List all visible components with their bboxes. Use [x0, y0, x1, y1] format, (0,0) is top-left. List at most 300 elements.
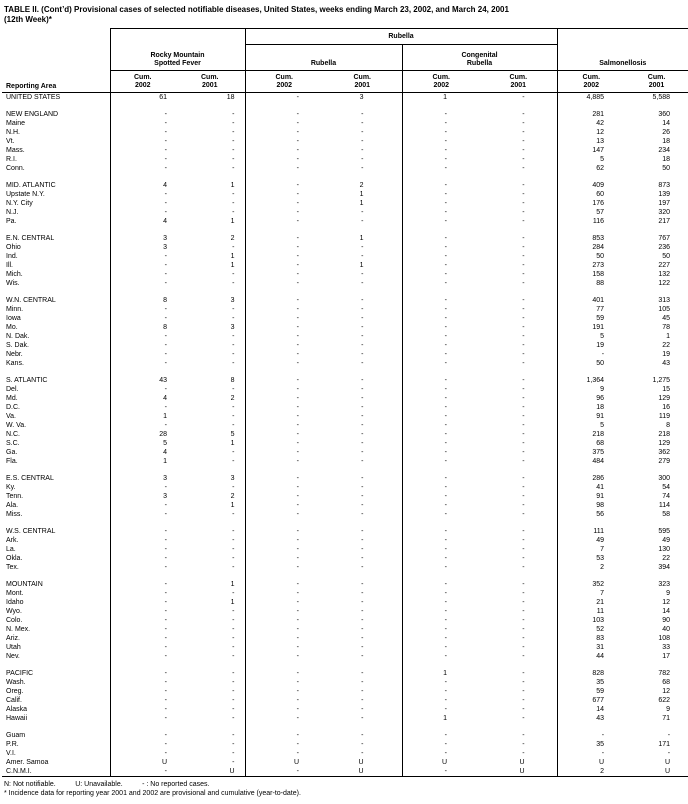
- value-cell: -: [245, 164, 323, 173]
- value-cell: -: [245, 119, 323, 128]
- value-cell: 11: [557, 607, 625, 616]
- value-cell: 43: [662, 360, 671, 367]
- value-cell: -: [402, 580, 480, 589]
- reporting-area-cell: MOUNTAIN: [6, 581, 43, 588]
- value-cell: -: [402, 652, 480, 661]
- table-row: [2, 305, 688, 314]
- value-cell: -: [402, 110, 480, 119]
- value-cell: -: [245, 146, 323, 155]
- value-cell: 1: [230, 218, 235, 225]
- value-cell: -: [361, 679, 364, 686]
- value-cell: -: [232, 617, 235, 624]
- value-cell: -: [110, 563, 175, 572]
- value-cell: -: [110, 616, 175, 625]
- reporting-area-cell: Miss.: [6, 511, 23, 518]
- table-row: [2, 137, 688, 146]
- value-cell: -: [402, 146, 480, 155]
- table-row: [2, 146, 688, 155]
- value-cell: 28: [110, 430, 175, 439]
- reporting-area-cell: Del.: [6, 386, 19, 393]
- value-cell: -: [232, 688, 235, 695]
- reporting-area-cell: N.J.: [6, 209, 19, 216]
- col-header-salmonellosis-2002: Cum. 2002: [557, 71, 625, 93]
- value-cell: 68: [662, 679, 671, 686]
- value-cell: -: [110, 359, 175, 368]
- value-cell: -: [110, 536, 175, 545]
- value-cell: -: [245, 580, 323, 589]
- value-cell: 19: [557, 341, 625, 350]
- value-cell: -: [361, 360, 364, 367]
- value-cell: 1: [230, 182, 235, 189]
- value-cell: -: [110, 598, 175, 607]
- value-cell: -: [245, 332, 323, 341]
- table-row: [2, 483, 688, 492]
- value-cell: -: [245, 190, 323, 199]
- value-cell: -: [232, 537, 235, 544]
- value-cell: -: [361, 324, 364, 331]
- section-gap: [2, 368, 688, 376]
- value-cell: -: [402, 598, 480, 607]
- value-cell: -: [361, 120, 364, 127]
- value-cell: 129: [658, 395, 671, 402]
- footnote-incidence: * Incidence data for reporting year 2001 and 2002 are provisional and cumulative (year-to-date).: [4, 790, 301, 797]
- value-cell: -: [522, 750, 525, 757]
- value-cell: -: [361, 377, 364, 384]
- value-cell: -: [232, 528, 235, 535]
- table-row: [2, 652, 688, 661]
- value-cell: 409: [557, 181, 625, 190]
- value-cell: 320: [658, 209, 671, 216]
- value-cell: -: [402, 341, 480, 350]
- table-title-line2: (12th Week)*: [4, 15, 52, 24]
- value-cell: -: [402, 634, 480, 643]
- table-row: [2, 341, 688, 350]
- reporting-area-cell: Idaho: [6, 599, 24, 606]
- value-cell: 394: [658, 564, 671, 571]
- value-cell: 119: [658, 413, 671, 420]
- reporting-area-header: Reporting Area: [2, 29, 110, 93]
- value-cell: -: [402, 607, 480, 616]
- table-row: [2, 190, 688, 199]
- table-row: [2, 270, 688, 279]
- value-cell: -: [110, 580, 175, 589]
- value-cell: 108: [658, 635, 671, 642]
- table-row: [2, 403, 688, 412]
- value-cell: -: [402, 376, 480, 385]
- value-cell: -: [245, 430, 323, 439]
- value-cell: -: [245, 341, 323, 350]
- reporting-area-cell: Iowa: [6, 315, 21, 322]
- value-cell: -: [245, 128, 323, 137]
- value-cell: -: [110, 483, 175, 492]
- value-cell: 116: [557, 217, 625, 226]
- reporting-area-cell: Maine: [6, 120, 26, 127]
- value-cell: -: [245, 731, 323, 740]
- value-cell: -: [361, 741, 364, 748]
- reporting-area-cell: S.C.: [6, 440, 20, 447]
- value-cell: -: [522, 306, 525, 313]
- value-cell: 1: [402, 669, 480, 678]
- value-cell: U: [519, 759, 525, 766]
- value-cell: -: [361, 218, 364, 225]
- table-row: [2, 457, 688, 466]
- value-cell: -: [522, 555, 525, 562]
- value-cell: -: [232, 129, 235, 136]
- value-cell: -: [522, 431, 525, 438]
- value-cell: -: [245, 110, 323, 119]
- section-gap: [2, 466, 688, 474]
- value-cell: -: [245, 261, 323, 270]
- value-cell: 1: [230, 581, 235, 588]
- value-cell: -: [361, 555, 364, 562]
- value-cell: -: [522, 165, 525, 172]
- value-cell: -: [361, 644, 364, 651]
- reporting-area-cell: Calif.: [6, 697, 22, 704]
- value-cell: 484: [557, 457, 625, 466]
- value-cell: 50: [557, 252, 625, 261]
- value-cell: -: [110, 705, 175, 714]
- value-cell: 33: [662, 644, 671, 651]
- value-cell: -: [402, 359, 480, 368]
- value-cell: -: [245, 385, 323, 394]
- value-cell: 217: [658, 218, 671, 225]
- value-cell: -: [522, 191, 525, 198]
- value-cell: -: [232, 679, 235, 686]
- value-cell: -: [245, 589, 323, 598]
- value-cell: 14: [662, 120, 671, 127]
- value-cell: -: [402, 421, 480, 430]
- value-cell: 9: [666, 590, 671, 597]
- value-cell: 8: [666, 422, 671, 429]
- value-cell: 234: [658, 147, 671, 154]
- table-row: [2, 279, 688, 288]
- value-cell: -: [402, 332, 480, 341]
- value-cell: 62: [557, 164, 625, 173]
- value-cell: -: [110, 421, 175, 430]
- value-cell: 5: [557, 421, 625, 430]
- value-cell: -: [232, 191, 235, 198]
- value-cell: -: [361, 422, 364, 429]
- value-cell: 4: [110, 217, 175, 226]
- value-cell: -: [110, 501, 175, 510]
- table-row: [2, 350, 688, 359]
- value-cell: -: [402, 217, 480, 226]
- value-cell: 9: [666, 706, 671, 713]
- table-row: [2, 394, 688, 403]
- value-cell: -: [522, 377, 525, 384]
- reporting-area-cell: E.S. CENTRAL: [6, 475, 54, 482]
- value-cell: -: [361, 315, 364, 322]
- value-cell: -: [361, 635, 364, 642]
- value-cell: -: [245, 234, 323, 243]
- value-cell: 176: [557, 199, 625, 208]
- value-cell: -: [245, 705, 323, 714]
- value-cell: -: [232, 458, 235, 465]
- value-cell: 3: [110, 492, 175, 501]
- value-cell: -: [245, 527, 323, 536]
- value-cell: -: [245, 687, 323, 696]
- value-cell: -: [245, 199, 323, 208]
- value-cell: -: [361, 395, 364, 402]
- value-cell: -: [522, 697, 525, 704]
- reporting-area-cell: Wyo.: [6, 608, 22, 615]
- value-cell: 21: [557, 598, 625, 607]
- table-title-line1: TABLE II. (Cont’d) Provisional cases of selected notifiable diseases, United States, weeks ending March 23, 2002, and March 24, 2001: [4, 5, 509, 14]
- table-row: [2, 296, 688, 305]
- value-cell: -: [522, 644, 525, 651]
- table-row: [2, 731, 688, 740]
- value-cell: 132: [658, 271, 671, 278]
- reporting-area-cell: Utah: [6, 644, 21, 651]
- section-gap: [2, 661, 688, 669]
- table-row: [2, 554, 688, 563]
- reporting-area-cell: PACIFIC: [6, 670, 34, 677]
- value-cell: -: [110, 740, 175, 749]
- value-cell: -: [402, 510, 480, 519]
- section-gap: [2, 102, 688, 110]
- value-cell: -: [361, 475, 364, 482]
- value-cell: U: [664, 759, 671, 766]
- value-cell: -: [245, 412, 323, 421]
- value-cell: -: [522, 493, 525, 500]
- value-cell: 171: [658, 741, 671, 748]
- value-cell: 19: [662, 351, 671, 358]
- value-cell: 782: [658, 670, 671, 677]
- value-cell: 2: [359, 182, 364, 189]
- section-gap: [2, 519, 688, 527]
- value-cell: 14: [557, 705, 625, 714]
- value-cell: -: [361, 590, 364, 597]
- value-cell: -: [110, 625, 175, 634]
- value-cell: 1,275: [652, 377, 671, 384]
- value-cell: 286: [557, 474, 625, 483]
- value-cell: -: [402, 439, 480, 448]
- value-cell: -: [232, 360, 235, 367]
- value-cell: -: [402, 323, 480, 332]
- value-cell: -: [232, 422, 235, 429]
- value-cell: -: [402, 740, 480, 749]
- value-cell: -: [245, 501, 323, 510]
- group-header-congenital-rubella: Congenital Rubella: [402, 45, 557, 71]
- table-row: [2, 696, 688, 705]
- value-cell: U: [402, 758, 480, 767]
- value-cell: 1: [230, 599, 235, 606]
- value-cell: -: [522, 617, 525, 624]
- section-gap: [2, 173, 688, 181]
- value-cell: -: [110, 261, 175, 270]
- value-cell: 191: [557, 323, 625, 332]
- reporting-area-cell: Guam: [6, 732, 26, 739]
- value-cell: -: [522, 262, 525, 269]
- value-cell: -: [522, 351, 525, 358]
- value-cell: 57: [557, 208, 625, 217]
- value-cell: -: [522, 386, 525, 393]
- value-cell: U: [625, 767, 688, 777]
- value-cell: -: [402, 119, 480, 128]
- reporting-area-cell: W.S. CENTRAL: [6, 528, 56, 535]
- value-cell: -: [110, 350, 175, 359]
- value-cell: -: [232, 271, 235, 278]
- value-cell: -: [232, 697, 235, 704]
- value-cell: -: [522, 706, 525, 713]
- group-header-rocky-mountain-spotted-fever: Rocky Mountain Spotted Fever: [110, 45, 245, 71]
- value-cell: -: [522, 120, 525, 127]
- col-header-rubella-2001: Cum. 2001: [323, 71, 402, 93]
- value-cell: -: [232, 732, 235, 739]
- table-row: [2, 199, 688, 208]
- value-cell: -: [402, 696, 480, 705]
- section-gap: [2, 288, 688, 296]
- value-cell: -: [110, 155, 175, 164]
- reporting-area-cell: N. Dak.: [6, 333, 30, 340]
- value-cell: -: [402, 749, 480, 758]
- value-cell: -: [110, 332, 175, 341]
- value-cell: -: [110, 164, 175, 173]
- value-cell: 42: [557, 119, 625, 128]
- value-cell: -: [402, 767, 480, 777]
- value-cell: -: [402, 314, 480, 323]
- table-row: [2, 527, 688, 536]
- value-cell: 18: [662, 156, 671, 163]
- value-cell: -: [667, 732, 671, 739]
- value-cell: -: [361, 599, 364, 606]
- value-cell: -: [110, 643, 175, 652]
- table-row: [2, 767, 688, 777]
- value-cell: -: [245, 598, 323, 607]
- table-row: [2, 243, 688, 252]
- table-row: [2, 110, 688, 119]
- value-cell: -: [361, 608, 364, 615]
- reporting-area-cell: Fla.: [6, 458, 18, 465]
- value-cell: 98: [557, 501, 625, 510]
- value-cell: -: [232, 306, 235, 313]
- value-cell: U: [358, 759, 364, 766]
- value-cell: -: [522, 342, 525, 349]
- value-cell: 52: [557, 625, 625, 634]
- header-spacer-right: [557, 29, 688, 45]
- reporting-area-cell: Ind.: [6, 253, 18, 260]
- reporting-area-cell: Pa.: [6, 218, 17, 225]
- value-cell: -: [232, 741, 235, 748]
- value-cell: 5: [110, 439, 175, 448]
- col-header-congenital-rubella-2002: Cum. 2002: [402, 71, 480, 93]
- value-cell: -: [402, 305, 480, 314]
- value-cell: -: [522, 333, 525, 340]
- value-cell: -: [361, 617, 364, 624]
- value-cell: 313: [658, 297, 671, 304]
- value-cell: -: [110, 554, 175, 563]
- value-cell: -: [110, 714, 175, 723]
- value-cell: -: [245, 305, 323, 314]
- value-cell: 43: [557, 714, 625, 723]
- value-cell: 22: [662, 555, 671, 562]
- value-cell: -: [232, 484, 235, 491]
- value-cell: -: [402, 687, 480, 696]
- value-cell: -: [110, 607, 175, 616]
- value-cell: 5,588: [652, 94, 671, 101]
- value-cell: 18: [226, 94, 235, 101]
- value-cell: 2: [230, 493, 235, 500]
- value-cell: 360: [658, 111, 671, 118]
- value-cell: -: [522, 111, 525, 118]
- value-cell: 71: [662, 715, 671, 722]
- value-cell: -: [232, 759, 235, 766]
- value-cell: U: [557, 758, 625, 767]
- reporting-area-cell: Mass.: [6, 147, 25, 154]
- table-row: [2, 128, 688, 137]
- value-cell: -: [245, 279, 323, 288]
- value-cell: -: [361, 715, 364, 722]
- value-cell: 218: [557, 430, 625, 439]
- value-cell: 15: [662, 386, 671, 393]
- value-cell: -: [557, 731, 625, 740]
- reporting-area-cell: Mich.: [6, 271, 23, 278]
- value-cell: -: [522, 360, 525, 367]
- reporting-area-cell: Alaska: [6, 706, 28, 713]
- value-cell: -: [402, 164, 480, 173]
- value-cell: 1: [230, 262, 235, 269]
- value-cell: -: [361, 511, 364, 518]
- table-row: [2, 474, 688, 483]
- value-cell: -: [110, 119, 175, 128]
- value-cell: -: [232, 715, 235, 722]
- value-cell: -: [402, 403, 480, 412]
- value-cell: 2: [230, 395, 235, 402]
- value-cell: -: [361, 581, 364, 588]
- value-cell: -: [232, 546, 235, 553]
- value-cell: 677: [557, 696, 625, 705]
- table-row: [2, 261, 688, 270]
- value-cell: -: [232, 333, 235, 340]
- value-cell: -: [522, 129, 525, 136]
- value-cell: -: [361, 493, 364, 500]
- value-cell: -: [402, 137, 480, 146]
- value-cell: -: [232, 351, 235, 358]
- value-cell: -: [361, 342, 364, 349]
- value-cell: 1: [110, 412, 175, 421]
- value-cell: -: [245, 696, 323, 705]
- value-cell: 828: [557, 669, 625, 678]
- table-row: [2, 217, 688, 226]
- value-cell: 3: [230, 475, 235, 482]
- value-cell: -: [522, 209, 525, 216]
- value-cell: -: [245, 394, 323, 403]
- value-cell: -: [522, 271, 525, 278]
- value-cell: 5: [557, 332, 625, 341]
- value-cell: -: [402, 128, 480, 137]
- reporting-area-cell: MID. ATLANTIC: [6, 182, 56, 189]
- value-cell: 35: [557, 678, 625, 687]
- value-cell: -: [361, 147, 364, 154]
- reporting-area-cell: Nev.: [6, 653, 20, 660]
- value-cell: 13: [557, 137, 625, 146]
- value-cell: -: [361, 732, 364, 739]
- value-cell: 1: [230, 253, 235, 260]
- value-cell: -: [110, 199, 175, 208]
- table-row: [2, 616, 688, 625]
- value-cell: -: [522, 138, 525, 145]
- value-cell: -: [402, 385, 480, 394]
- value-cell: 3: [230, 297, 235, 304]
- value-cell: -: [245, 376, 323, 385]
- value-cell: 362: [658, 449, 671, 456]
- table-row: [2, 492, 688, 501]
- value-cell: 59: [557, 314, 625, 323]
- value-cell: -: [110, 252, 175, 261]
- value-cell: -: [361, 688, 364, 695]
- value-cell: -: [110, 652, 175, 661]
- value-cell: -: [245, 217, 323, 226]
